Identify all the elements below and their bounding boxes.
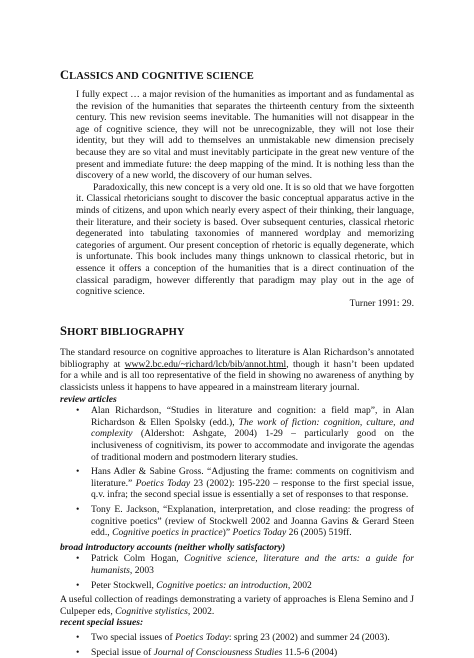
list-item: • Peter Stockwell, Cognitive poetics: an introduction, 2002 <box>76 579 312 591</box>
subheading-special-issues: recent special issues: <box>60 617 144 629</box>
quote-citation: Turner 1991: 29. <box>349 297 414 309</box>
bullet-icon: • <box>76 553 80 565</box>
quote-paragraph-2: Paradoxically, this new concept is a very old one. It is so old that we have forgotten it. Classical rhetoricians sought to discover the basic conceptual apparatus active in the minds of citizens, and upon which nearly every aspect of their thinking, their language, their literature, and their society is based. Over subsequent centuries, classical rhetoric degenerated into tabulating taxonomies of mannered wordplay and memorizing categories of argument. Our present conception of rhetoric is equally degenerate, which is unfortunate. This book includes many things unknown to classical rhetoric, but in essence it offers a conception of the humanities that is a direct continuation of the classical paradigm, however differently that paradigm may play out in the age of cognitive science. <box>76 181 414 298</box>
subheading-review-articles: review articles <box>60 393 117 405</box>
list-item: • Hans Adler & Sabine Gross. “Adjusting the frame: comments on cognitivism and literature.” Poetics Today 23 (2002): 195-220 – response to the first special issue, q.v. infra; the second special issue is essentially a set of responses to that response. <box>76 466 414 501</box>
list-item: • Two special issues of Poetics Today: spring 23 (2002) and summer 24 (2003). <box>76 631 390 643</box>
special-issues-list <box>60 632 414 658</box>
list-item: • Special issue of Journal of Consciousness Studies 11.5-6 (2004) <box>76 646 338 658</box>
subheading-broad-accounts: broad introductory accounts (neither wholly satisfactory) <box>60 541 286 553</box>
block-quote <box>60 89 414 309</box>
broad-accounts-list <box>60 553 414 591</box>
collection-paragraph: A useful collection of readings demonstrating a variety of approaches is Elena Semino and J Culpeper eds, Cognitive stylistics, 2002. <box>60 594 414 617</box>
bullet-icon: • <box>76 579 80 591</box>
list-item: • Patrick Colm Hogan, Cognitive science, literature and the arts: a guide for humanists, 2003 <box>76 553 414 576</box>
bibliography-link[interactable]: www2.bc.edu/~richard/lcb/bib/annot.html <box>124 358 287 370</box>
section-heading-classics: CLASSICS AND COGNITIVE SCIENCE <box>60 68 254 82</box>
section-heading-bibliography: SHORT BIBLIOGRAPHY <box>60 324 185 339</box>
quote-paragraph-1: I fully expect … a major revision of the humanities as important and as fundamental as the revision of the humanities that separates the thirteenth century from the sixteenth century. This new revision seems inevitable. The humanities will not disappear in the age of cognitive science, they will not be unrecognizable, they will not lose their identity, but they will add to themselves an unmistakable new dimension precisely because they are so vital and must inevitably participate in the great new venture of the present and immediate future: the deep mapping of the mind. It is nothing less than the discovery of a new world, the discovery of our human selves. <box>76 89 414 182</box>
review-articles-list <box>60 405 414 539</box>
bullet-icon: • <box>76 631 80 643</box>
bullet-icon: • <box>76 466 80 478</box>
bullet-icon: • <box>76 646 80 658</box>
list-item: • Alan Richardson, “Studies in literature and cognition: a field map”, in Alan Richardson & Ellen Spolsky (edd.), The work of fiction: cognition, culture, and complexity (Aldershot: Ashgate, 2004) 1-29 – particularly good on the inclusiveness of cognitivism, its power to accommodate and invigorate the agendas of traditional modern and postmodern literary studies. <box>76 405 414 463</box>
list-item: • Tony E. Jackson, “Explanation, interpretation, and close reading: the progress of cognitive poetics” (review of Stockwell 2002 and Joanna Gavins & Gerard Steen edd., Cognitive poetics in practice)” Poetics Today 26 (2005) 519ff. <box>76 504 414 539</box>
bibliography-intro: The standard resource on cognitive approaches to literature is Alan Richardson’s annotated bibliography at www2.bc.edu/~richard/lcb/bib/annot.html, though it hasn’t been updated for a while and is all too representative of the field in showing no awareness of anything by classicists unless it happens to have appeared in a mainstream literary journal. <box>60 347 415 394</box>
bullet-icon: • <box>76 504 80 515</box>
bullet-icon: • <box>76 405 80 417</box>
